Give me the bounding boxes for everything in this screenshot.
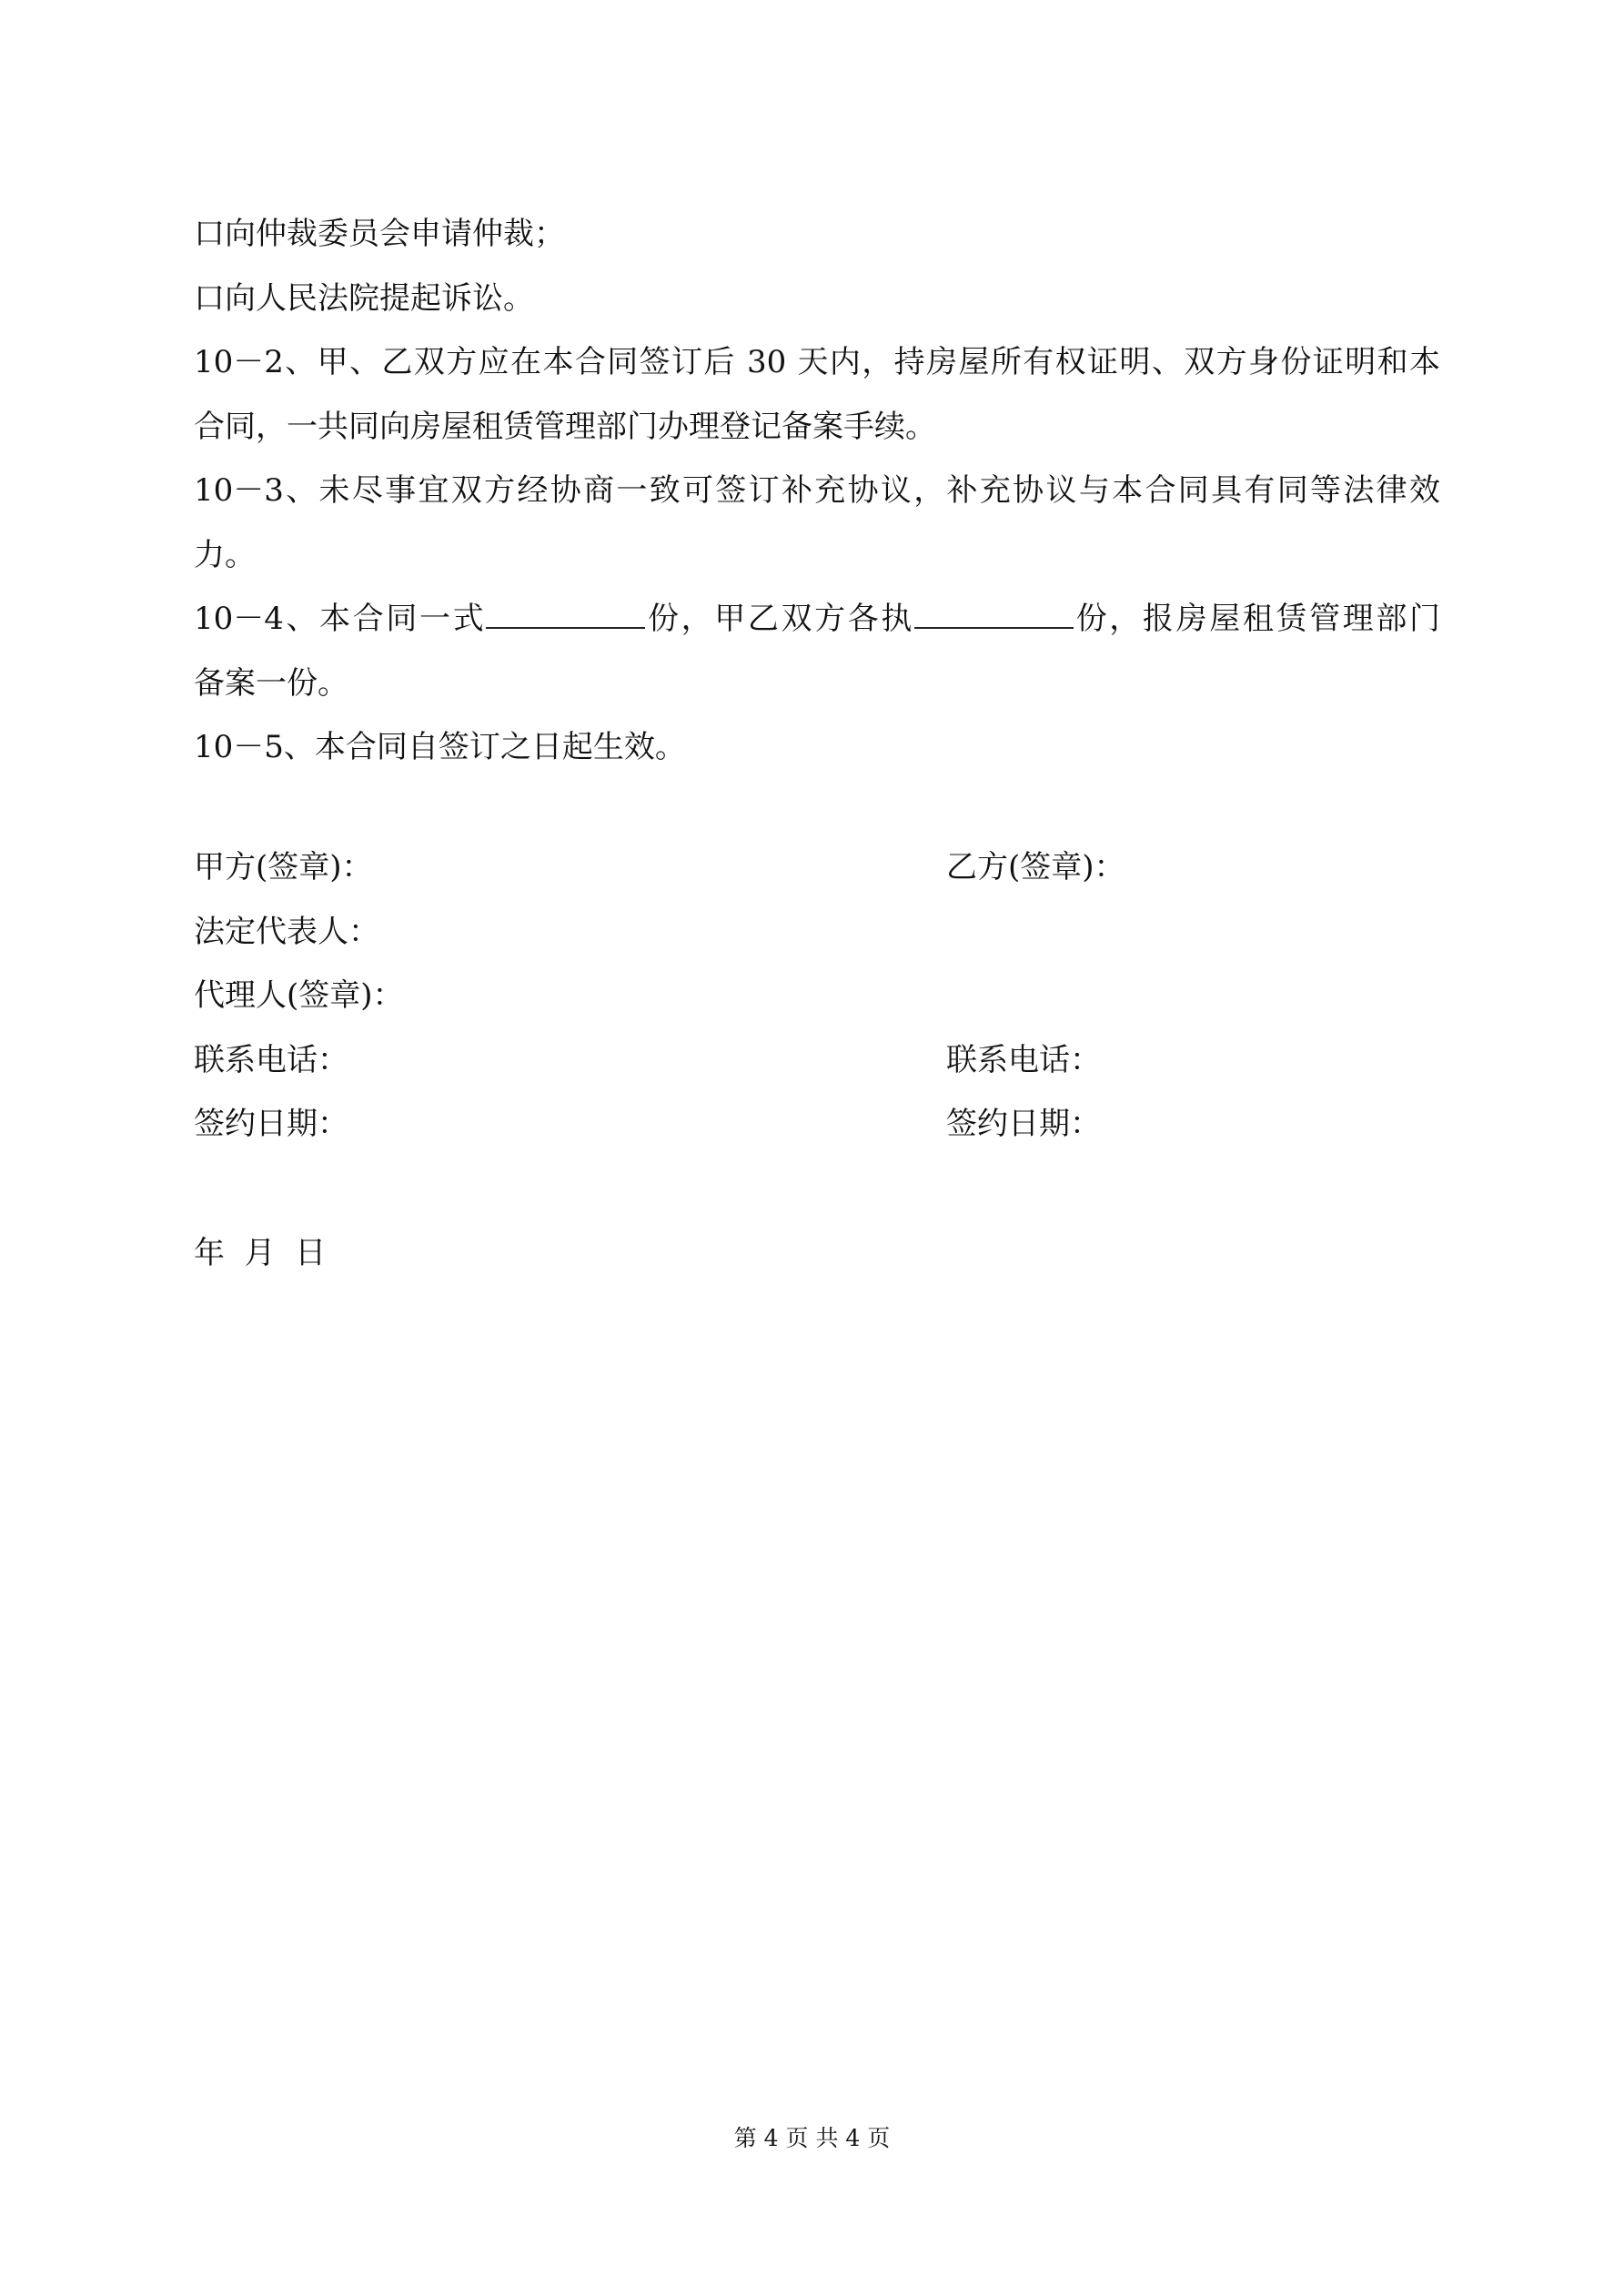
signature-block [194, 835, 1440, 1157]
clause-10-3-line-2: 力。 [194, 536, 256, 573]
party-b-phone: 联系电话： [946, 1041, 1101, 1078]
party-a-agent: 代理人(签章)： [194, 977, 404, 1014]
copies-total-blank [486, 600, 645, 629]
copies-each-blank [914, 600, 1074, 629]
signature-row-seal [194, 835, 1440, 900]
party-b-seal: 乙方(签章)： [946, 849, 1125, 885]
litigation-option: 口向人民法院提起诉讼。 [194, 279, 534, 317]
signature-row-agent [194, 964, 1440, 1028]
clause-10-5: 10－5、本合同自签订之日起生效。 [194, 729, 686, 765]
party-a-date: 签约日期： [194, 1106, 348, 1142]
arbitration-option: 口向仲裁委员会申请仲裁； [194, 216, 565, 252]
party-a-seal: 甲方(签章)： [194, 849, 373, 885]
clause-10-4-part-3: 份，报房屋租赁管理部门 [1074, 601, 1440, 637]
document-body [194, 202, 1440, 780]
clause-10-4-part-1: 10－4、本合同一式 [194, 601, 487, 637]
signature-row-legal-rep [194, 900, 1440, 965]
signature-row-phone [194, 1028, 1440, 1093]
party-a-legal-rep: 法定代表人： [194, 913, 379, 950]
clause-10-4-part-2: 份，甲乙双方各执 [645, 601, 915, 637]
party-a-phone: 联系电话： [194, 1041, 348, 1078]
clause-10-2-line-2: 合同，一共同向房屋租赁管理部门办理登记备案手续。 [194, 408, 936, 445]
party-b-date: 签约日期： [946, 1106, 1101, 1142]
clause-10-2-line-1: 10－2、甲、乙双方应在本合同签订后 30 天内，持房屋所有权证明、双方身份证明和本 [194, 344, 1440, 380]
clause-10-4-line-1 [194, 587, 1440, 652]
signature-row-date [194, 1092, 1440, 1157]
clause-10-3-line-1: 10－3、未尽事宜双方经协商一致可签订补充协议，补充协议与本合同具有同等法律效 [194, 472, 1440, 509]
clause-10-4-line-2: 备案一份。 [194, 664, 348, 702]
date-line: 年 月 日 [194, 1235, 327, 1271]
page-number-footer: 第 4 页 共 4 页 [733, 2125, 891, 2151]
